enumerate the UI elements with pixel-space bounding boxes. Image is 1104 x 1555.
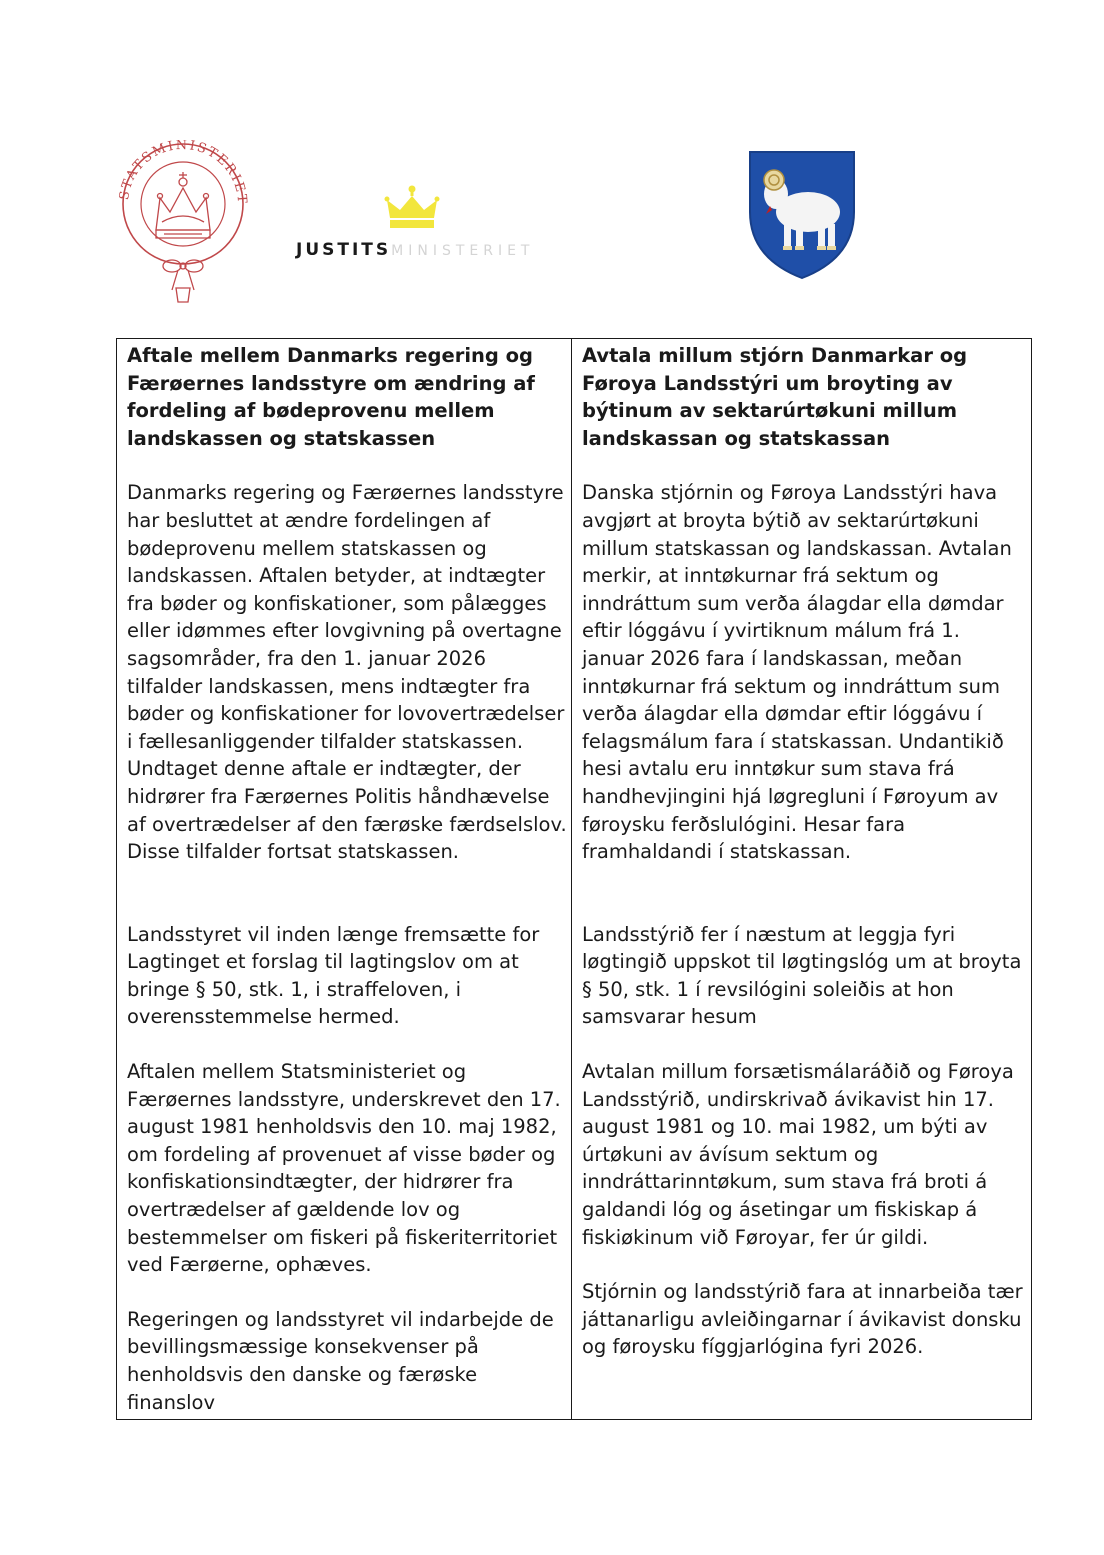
- faroese-paragraph-1: Danska stjórnin og Føroya Landsstýri hava avgjørt at broyta býtið av sektarúrtøkuni millum statskassan og landskassan. Avtalan merkir, at inntøkurnar frá sektum og inndráttum sum verða álagdar ella dømdar eftir lóggávu í yvirtiknum málum frá 1. januar 2026 fara í landskassan, meðan inntøkurnar frá sektum og inndráttum sum verða álagdar ella dømdar eftir lóggávu í felagsmálum fara í statskassan. Undantikið hesi avtalu eru inntøkur sum stava frá handhevjingini hjá løgregluni í Føroyum av føroysku ferðslulógini. Hesar fara framhaldandi í statskassan.: [582, 481, 1012, 864]
- faroese-heading: Avtala millum stjórn Danmarkar og Føroya Landsstýri um broyting av býtinum av sektarúrtøkuni millum landskassan og statskassan: [582, 344, 968, 450]
- agreement-table: [116, 338, 1032, 1420]
- crown-icon: [382, 184, 442, 236]
- justits-wordmark: JUSTITS: [296, 240, 392, 260]
- faroese-column: [572, 339, 1032, 1420]
- danish-paragraph-1: Danmarks regering og Færøernes landsstyre har besluttet at ændre fordelingen af bødeprovenu mellem statskassen og landskassen. Aftalen betyder, at indtægter fra bøder og konfiskationer, som pålægges eller idømmes efter lovgivning på overtagne sagsområder, fra den 1. januar 2026 tilfalder landskassen, mens indtægter fra bøder og konfiskationer for lovovertrædelser i fællesanliggender tilfalder statskassen. Undtaget denne aftale er indtægter, der hidrører fra Færøernes Politis håndhævelse af overtrædelser af den færøske færdselslov. Disse tilfalder fortsat statskassen.: [127, 481, 567, 864]
- danish-column: [117, 339, 572, 1420]
- faroese-paragraph-4: Stjórnin og landsstýrið fara at innarbeiða tær játtanarligu avleiðingarnar í ávikavist donsku og føroysku fíggjarlógina fyri 2026.: [582, 1280, 1023, 1359]
- danish-paragraph-3: Aftalen mellem Statsministeriet og Færøernes landsstyre, underskrevet den 17. august 1981 henholdsvis den 10. maj 1982, om fordeling af provenuet af visse bøder og konfiskationsindtægter, der hidrører fra overtrædelser af gældende lov og bestemmelser om fiskeri på fiskeriterritoriet ved Færøerne, ophæves.: [127, 1060, 561, 1277]
- ministeriet-wordmark: MINISTERIET: [391, 243, 535, 259]
- agreement-row: [117, 339, 1032, 1420]
- faroese-paragraph-3: Avtalan millum forsætismálaráðið og Føroya Landsstýrið, undirskrivað ávikavist hin 17. august 1981 og 10. mai 1982, um býti av úrtøkuni av ávísum sektum og inndráttarinntøkum, sum stava frá broti á galdandi lóg og ásetingar um fiskiskap á fiskiøkinum við Føroyar, fer úr gildi.: [582, 1060, 1014, 1249]
- danish-paragraph-4: Regeringen og landsstyret vil indarbejde de bevillingsmæssige konsekvenser på henholdsvis den danske og færøske finanslov: [127, 1307, 554, 1414]
- danish-heading: Aftale mellem Danmarks regering og Færøernes landsstyre om ændring af fordeling af bødeprovenu mellem landskassen og statskassen: [127, 344, 535, 450]
- statsministeriet-seal-logo: [112, 140, 254, 310]
- danish-paragraph-2: Landsstyret vil inden længe fremsætte for Lagtinget et forslag til lagtingslov om at bringe § 50, stk. 1, i straffeloven, i overensstemmelse hermed.: [127, 922, 540, 1029]
- justitsministeriet-logo: [290, 184, 540, 268]
- seal-arc-text: STATSMINISTERIET: [116, 140, 250, 206]
- faroe-coat-of-arms-logo: [748, 150, 856, 280]
- faroese-paragraph-2: Landsstýrið fer í næstum at leggja fyri løgtingið uppskot til løgtingslóg um at broyta § 50, stk. 1 í revsilógini soleiðis at hon samsvarar hesum: [582, 922, 1022, 1029]
